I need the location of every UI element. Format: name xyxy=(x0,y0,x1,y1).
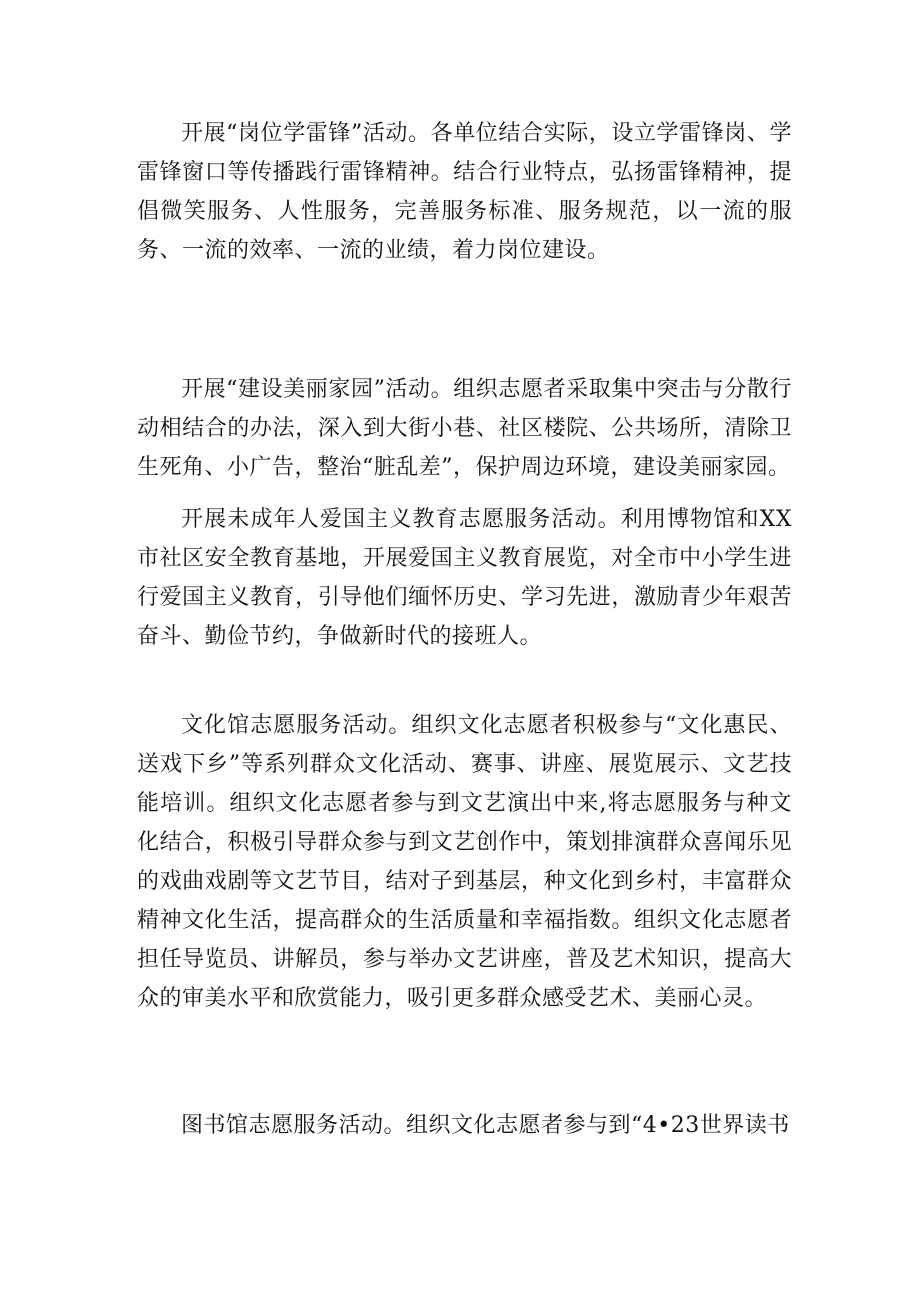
paragraph-post-volunteer: 开展“岗位学雷锋”活动。各单位结合实际，设立学雷锋岗、学雷锋窗口等传播践行雷锋精神。结合行业特点，弘扬雷锋精神，提倡微笑服务、人性服务，完善服务标准、服务规范，以一流的服务、一流的效率、一流的业绩，着力岗位建设。 xyxy=(137,121,792,263)
paragraph-library: 图书馆志愿服务活动。组织文化志愿者参与到“4•23世界读书 xyxy=(181,1113,790,1138)
paragraph-beautiful-home: 开展“建设美丽家园”活动。组织志愿者采取集中突击与分散行动相结合的办法，深入到大街小巷、社区楼院、公共场所，清除卫生死角、小广告，整治“脏乱差”，保护周边环境，建设美丽家园。 xyxy=(137,377,792,480)
paragraph-patriotic-education: 开展未成年人爱国主义教育志愿服务活动。利用博物馆和XX市社区安全教育基地，开展爱国主义教育展览，对全市中小学生进行爱国主义教育，引导他们缅怀历史、学习先进，激励青少年艰苦奋斗、勤俭节约，争做新时代的接班人。 xyxy=(137,507,792,649)
paragraph-cultural-center: 文化馆志愿服务活动。组织文化志愿者积极参与“文化惠民、送戏下乡”等系列群众文化活动、赛事、讲座、展览展示、文艺技能培训。组织文化志愿者参与到文艺演出中来,将志愿服务与种文化结合，积极引导群众参与到文艺创作中，策划排演群众喜闻乐见的戏曲戏剧等文艺节目，结对子到基层，种文化到乡村，丰富群众精神文化生活，提高群众的生活质量和幸福指数。组织文化志愿者担任导览员、讲解员，参与举办文艺讲座，普及艺术知识，提高大众的审美水平和欣赏能力，吸引更多群众感受艺术、美丽心灵。 xyxy=(137,713,792,1011)
